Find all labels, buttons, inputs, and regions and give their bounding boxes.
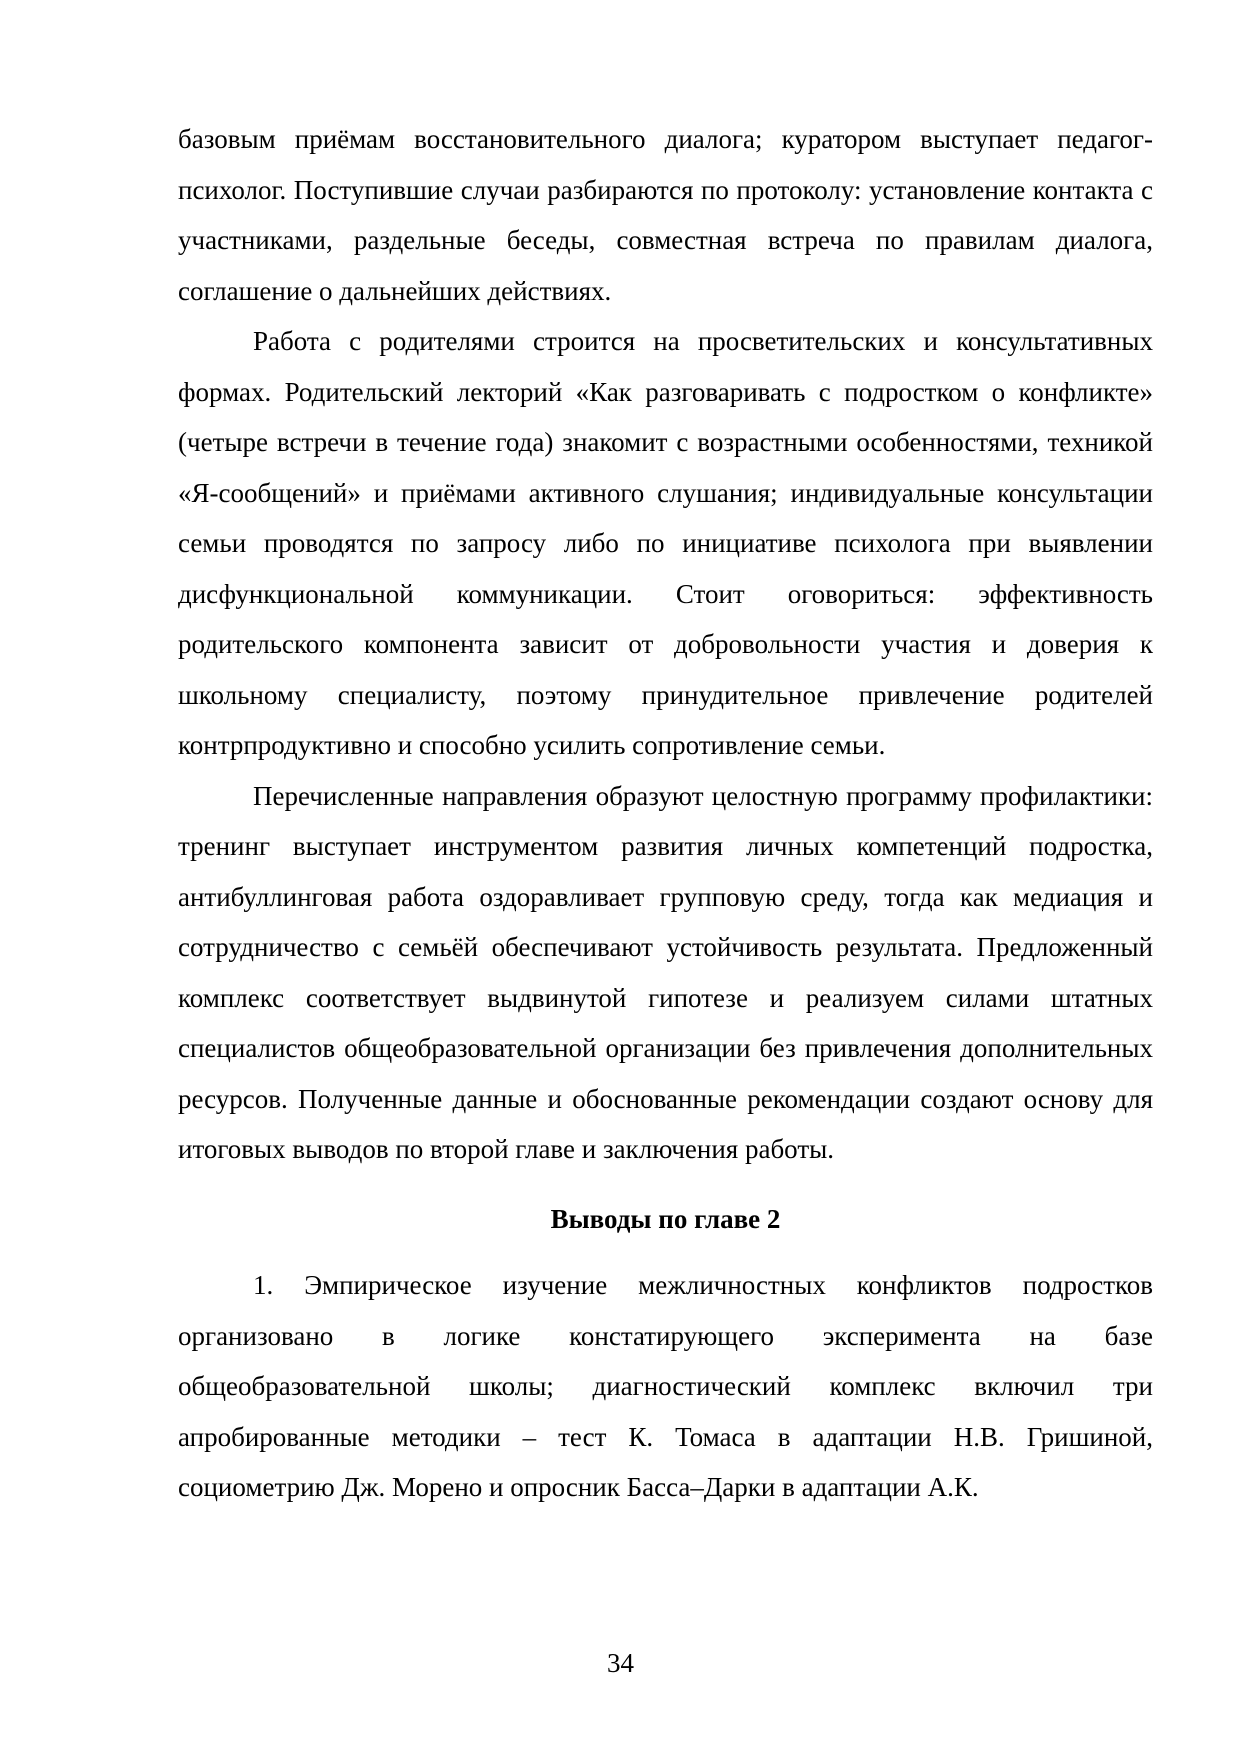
paragraph-conclusion-1: 1. Эмпирическое изучение межличностных конфликтов подростков организовано в логике констатирующего эксперимента на базе общеобразовательной школы; диагностический комплекс включил три апробированные методики – тест К. Томаса в адаптации Н.В. Гришиной, социометрию Дж. Морено и опросник Басса–Дарки в адаптации А.К.: [178, 1270, 1153, 1502]
page-number: 34: [607, 1648, 634, 1678]
section-heading: Выводы по главе 2: [550, 1203, 781, 1234]
paragraph-continuation: базовым приёмам восстановительного диалога; куратором выступает педагог-психолог. Поступившие случаи разбираются по протоколу: установление контакта с участниками, раздельные беседы, совместная встреча по правилам диалога, соглашение о дальнейших действиях.: [178, 124, 1153, 306]
paragraph-parents-work: Работа с родителями строится на просветительских и консультативных формах. Родительский лекторий «Как разговаривать с подростком о конфликте» (четыре встречи в течение года) знакомит с возрастными особенностями, техникой «Я-сообщений» и приёмами активного слушания; индивидуальные консультации семьи проводятся по запросу либо по инициативе психолога при выявлении дисфункциональной коммуникации. Стоит оговориться: эффективность родительского компонента зависит от добровольности участия и доверия к школьному специалисту, поэтому принудительное привлечение родителей контрпродуктивно и способно усилить сопротивление семьи.: [178, 326, 1153, 760]
paragraph-program-summary: Перечисленные направления образуют целостную программу профилактики: тренинг выступает инструментом развития личных компетенций подростка, антибуллинговая работа оздоравливает групповую среду, тогда как медиация и сотрудничество с семьёй обеспечивают устойчивость результата. Предложенный комплекс соответствует выдвинутой гипотезе и реализуем силами штатных специалистов общеобразовательной организации без привлечения дополнительных ресурсов. Полученные данные и обоснованные рекомендации создают основу для итоговых выводов по второй главе и заключения работы.: [178, 780, 1153, 1164]
page-body: [178, 114, 1153, 1513]
